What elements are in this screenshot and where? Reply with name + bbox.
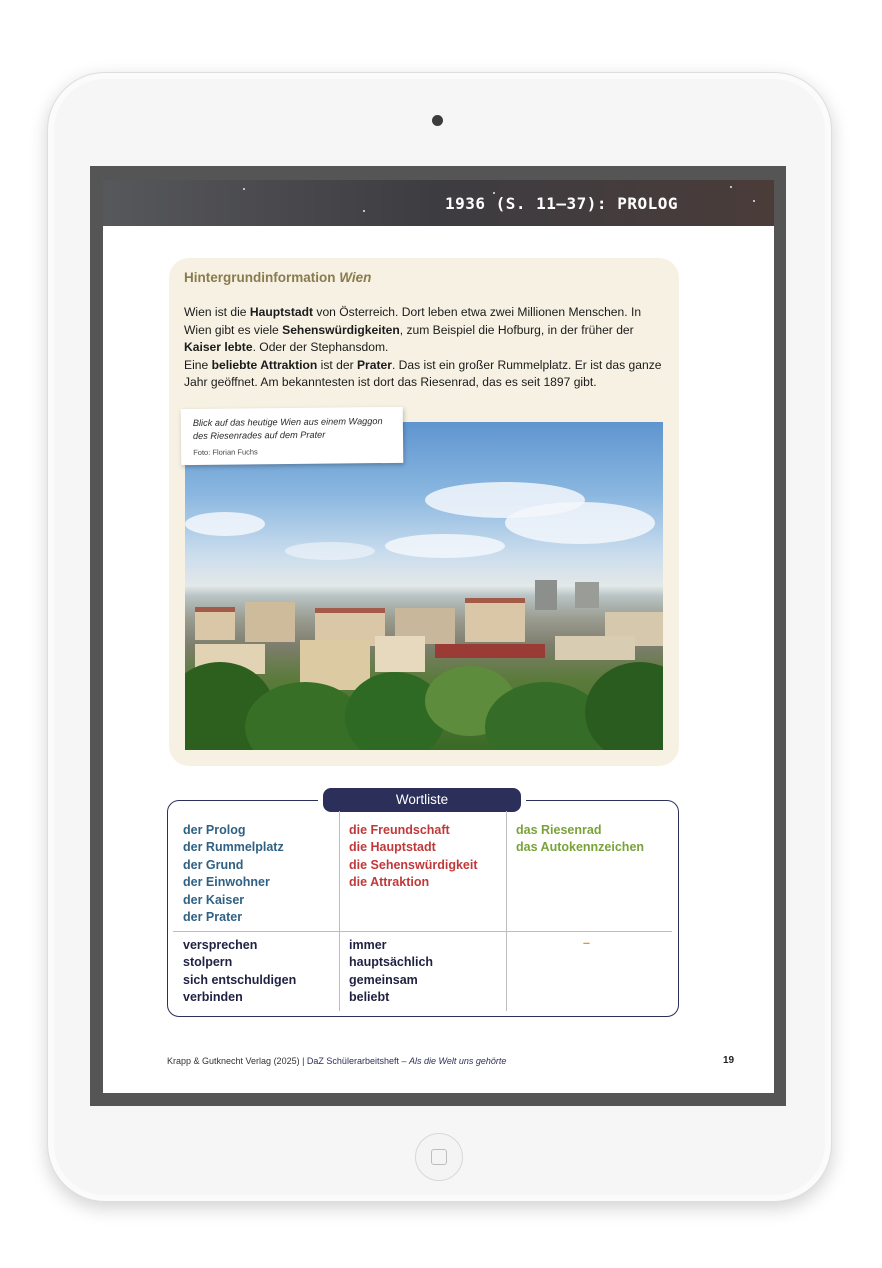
- info-paragraphs: [184, 304, 667, 392]
- star-decoration: [243, 188, 245, 190]
- wordlist-verbs: [183, 937, 296, 1007]
- wordlist-item: die Attraktion: [349, 875, 430, 890]
- bold-term: Prater: [356, 357, 392, 372]
- wordlist-item: das Riesenrad: [516, 823, 602, 837]
- cloud-shape: [385, 534, 505, 558]
- wordlist-item: gemeinsam: [349, 972, 418, 987]
- bold-term: beliebte Attraktion: [211, 357, 318, 372]
- bold-term: Hauptstadt: [249, 305, 314, 319]
- info-heading: [184, 270, 371, 285]
- wordlist-item: der Prater: [183, 910, 243, 925]
- bold-term: Kaiser lebte: [184, 340, 253, 355]
- background-info-box: [169, 258, 679, 766]
- tower-shape: [575, 582, 599, 608]
- building-shape: [245, 602, 295, 642]
- photo-caption-card: [181, 407, 404, 465]
- wordlist-empty-placeholder: –: [583, 936, 590, 950]
- page-number: 19: [723, 1055, 735, 1066]
- wordlist-item: der Einwohner: [183, 875, 270, 890]
- star-decoration: [753, 200, 755, 202]
- page-footer: [167, 1056, 506, 1066]
- bold-term: Sehenswürdigkeiten: [282, 322, 400, 337]
- camera-icon: [432, 115, 443, 126]
- column-divider: [339, 811, 340, 1011]
- home-button[interactable]: [415, 1133, 463, 1181]
- wordlist-item: die Sehenswürdigkeit: [349, 857, 478, 872]
- wordlist-item: der Grund: [183, 857, 244, 872]
- column-divider: [506, 811, 507, 1011]
- wordlist-item: beliebt: [349, 990, 390, 1005]
- wordlist-masculine-nouns: [183, 822, 284, 926]
- info-paragraph-1: [184, 304, 667, 357]
- wordlist-item: versprechen: [183, 938, 258, 952]
- info-paragraph-2: [184, 357, 667, 392]
- text-run: Wien ist die: [184, 305, 250, 319]
- star-decoration: [730, 186, 732, 188]
- photo-caption: Blick auf das heutige Wien aus einem Waggon des Riesenrades auf dem Prater: [192, 416, 383, 441]
- wordlist-item: die Freundschaft: [349, 823, 450, 837]
- wordlist-item: der Kaiser: [183, 892, 245, 907]
- star-decoration: [363, 210, 365, 212]
- wordlist-item: stolpern: [183, 955, 233, 970]
- building-shape: [555, 636, 635, 660]
- wordlist-item: verbinden: [183, 990, 243, 1005]
- cloud-shape: [505, 502, 655, 544]
- text-run: . Das ist ein großer Rummelplatz. Er ist das ganze Jahr geöffnet. Am bekanntesten ist dort das Riesenrad, das es seit 1897 gibt.: [184, 357, 662, 390]
- roof-shape: [195, 607, 235, 612]
- text-run: von Österreich. Dort leben etwa zwei Millionen Menschen. In Wien gibt es viele: [184, 305, 642, 337]
- footer-dash: –: [398, 1056, 409, 1066]
- wordlist-item: der Rummelplatz: [183, 840, 284, 855]
- building-shape: [465, 602, 525, 642]
- row-divider: [173, 931, 672, 932]
- building-shape: [375, 636, 425, 672]
- text-run: ist der: [317, 357, 357, 372]
- chapter-header: [103, 180, 774, 226]
- wordlist-title: Wortliste: [323, 788, 521, 812]
- info-heading-city: Wien: [339, 270, 372, 285]
- info-heading-text: Hintergrundinformation: [184, 270, 336, 285]
- wordlist-item: sich entschuldigen: [183, 972, 297, 987]
- tower-shape: [535, 580, 557, 610]
- home-square-icon: [431, 1149, 447, 1165]
- tree-shape: [585, 662, 663, 750]
- wordlist-item: die Hauptstadt: [349, 840, 436, 855]
- train-shape: [435, 644, 545, 658]
- text-run: , zum Beispiel die Hofburg, in der früher der: [399, 322, 634, 337]
- wordlist-feminine-nouns: [349, 822, 478, 892]
- chapter-title: 1936 (S. 11–37): PROLOG: [444, 194, 678, 213]
- building-shape: [195, 610, 235, 640]
- vienna-photo: [185, 422, 663, 750]
- cloud-shape: [285, 542, 375, 560]
- document-page: [103, 180, 774, 1093]
- roof-shape: [315, 608, 385, 613]
- photo-credit: Foto: Florian Fuchs: [193, 447, 258, 458]
- text-run: Eine: [184, 357, 212, 372]
- wordlist-item: der Prolog: [183, 823, 246, 837]
- wordlist-item: das Autokennzeichen: [516, 840, 645, 855]
- wordlist-other-words: [349, 937, 433, 1007]
- wordlist-item: immer: [349, 938, 387, 952]
- footer-series: DaZ Schülerarbeitsheft: [306, 1056, 399, 1066]
- wordlist-neuter-nouns: [516, 822, 644, 857]
- roof-shape: [465, 598, 525, 603]
- text-run: . Oder der Stephansdom.: [252, 340, 389, 355]
- footer-publisher: Krapp & Gutknecht Verlag (2025) |: [167, 1056, 307, 1066]
- wordlist-box: [167, 792, 679, 1017]
- footer-book-title: Als die Welt uns gehörte: [408, 1056, 507, 1066]
- cloud-shape: [185, 512, 265, 536]
- wordlist-item: hauptsächlich: [349, 955, 434, 970]
